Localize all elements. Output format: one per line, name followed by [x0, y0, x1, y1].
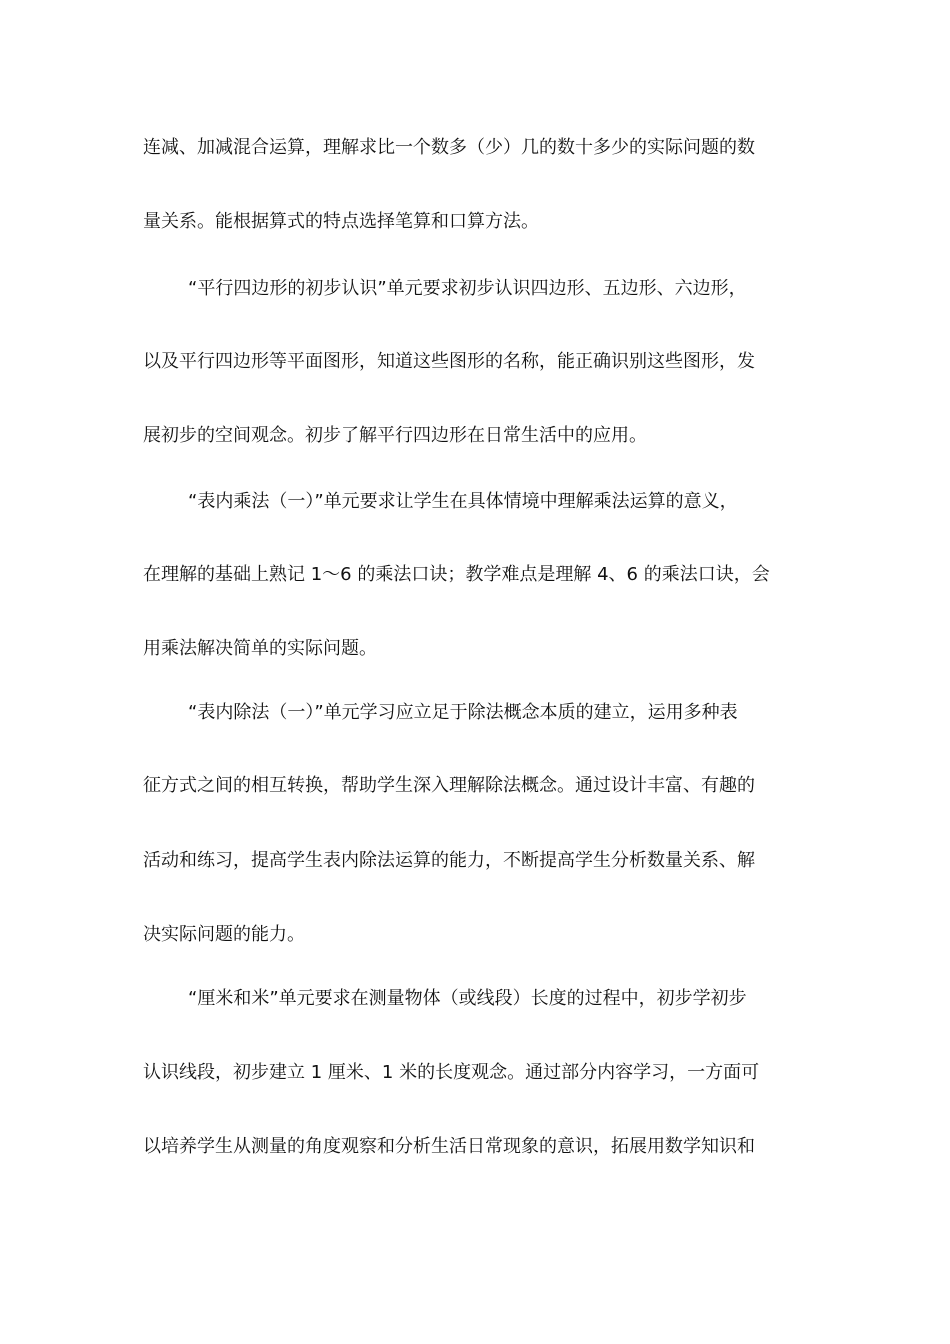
text-line: 征方式之间的相互转换，帮助学生深入理解除法概念。通过设计丰富、有趣的 — [143, 775, 755, 796]
text-line: 量关系。能根据算式的特点选择笔算和口算方法。 — [143, 211, 539, 232]
text-line: 连减、加减混合运算，理解求比一个数多（少）几的数十多少的实际问题的数 — [143, 137, 755, 158]
text-line: 以培养学生从测量的角度观察和分析生活日常现象的意识，拓展用数学知识和 — [143, 1136, 755, 1157]
text-line: 展初步的空间观念。初步了解平行四边形在日常生活中的应用。 — [143, 425, 647, 446]
text-line: 认识线段，初步建立 1 厘米、1 米的长度观念。通过部分内容学习，一方面可 — [143, 1062, 760, 1083]
text-line: 在理解的基础上熟记 1～6 的乘法口诀；教学难点是理解 4、6 的乘法口诀，会 — [143, 564, 770, 585]
text-line: 用乘法解决简单的实际问题。 — [143, 638, 377, 659]
paragraph-start-line: “厘米和米”单元要求在测量物体（或线段）长度的过程中，初步学初步 — [188, 988, 747, 1009]
paragraph-start-line: “表内除法（一）”单元学习应立足于除法概念本质的建立，运用多种表 — [188, 702, 738, 723]
text-line: 活动和练习，提高学生表内除法运算的能力，不断提高学生分析数量关系、解 — [143, 850, 755, 871]
paragraph-start-line: “表内乘法（一）”单元要求让学生在具体情境中理解乘法运算的意义， — [188, 491, 738, 512]
text-line: 以及平行四边形等平面图形，知道这些图形的名称，能正确识别这些图形，发 — [143, 351, 755, 372]
paragraph-start-line: “平行四边形的初步认识”单元要求初步认识四边形、五边形、六边形， — [188, 278, 747, 299]
text-line: 决实际问题的能力。 — [143, 924, 305, 945]
